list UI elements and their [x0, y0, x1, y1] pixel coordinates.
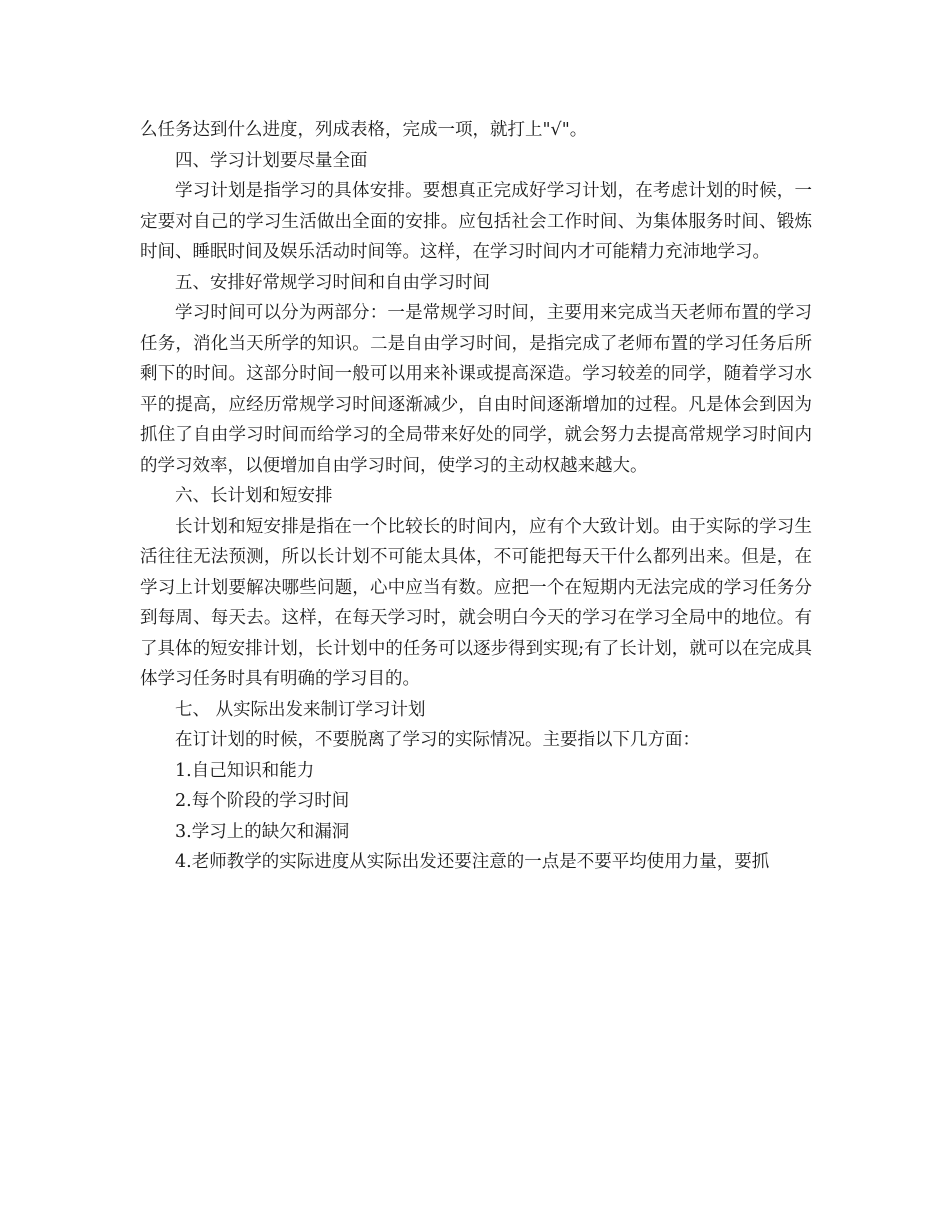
list-item: 2.每个阶段的学习时间 — [175, 791, 350, 811]
paragraph: 学习时间可以分为两部分：一是常规学习时间，主要用来完成当天老师布置的学习任务，消化当天所学的知识。二是自由学习时间，是指完成了老师布置的学习任务后所剩下的时间。这部分时间一般可以用来补课或提高深造。学习较差的同学，随着学习水平的提高，应经历常规学习时间逐渐减少，自由时间逐渐增加的过程。凡是体会到因为抓住了自由学习时间而给学习的全局带来好处的同学，就会努力去提高常规学习时间内的学习效率，以便增加自由学习时间，使学习的主动权越来越大。 — [140, 303, 812, 476]
section-heading-5: 五、安排好常规学习时间和自由学习时间 — [175, 272, 490, 293]
section-heading-6: 六、长计划和短安排 — [175, 486, 333, 506]
list-item: 3.学习上的缺欠和漏洞 — [175, 821, 350, 842]
paragraph-continued: 么任务达到什么进度，列成表格，完成一项，就打上"√"。 — [140, 120, 588, 140]
list-item: 4.老师教学的实际进度从实际出发还要注意的一点是不要平均使用力量，要抓 — [175, 852, 770, 872]
section-heading-4: 四、学习计划要尽量全面 — [175, 150, 368, 171]
paragraph: 长计划和短安排是指在一个比较长的时间内，应有个大致计划。由于实际的学习生活往往无法预测，所以长计划不可能太具体，不可能把每天干什么都列出来。但是，在学习上计划要解决哪些问题，心中应当有数。应把一个在短期内无法完成的学习任务分到每周、每天去。这样，在每天学习时，就会明白今天的学习在学习全局中的地位。有了具体的短安排计划，长计划中的任务可以逐步得到实现;有了长计划，就可以在完成具体学习任务时具有明确的学习目的。 — [140, 516, 812, 689]
section-heading-7: 七、 从实际出发来制订学习计划 — [175, 699, 426, 720]
document-page — [140, 115, 812, 878]
list-item: 1.自己知识和能力 — [175, 760, 315, 781]
paragraph: 在订计划的时候，不要脱离了学习的实际情况。主要指以下几方面： — [175, 730, 700, 750]
paragraph: 学习计划是指学习的具体安排。要想真正完成好学习计划，在考虑计划的时候，一定要对自己的学习生活做出全面的安排。应包括社会工作时间、为集体服务时间、锻炼时间、睡眠时间及娱乐活动时间等。这样，在学习时间内才可能精力充沛地学习。 — [140, 181, 812, 262]
